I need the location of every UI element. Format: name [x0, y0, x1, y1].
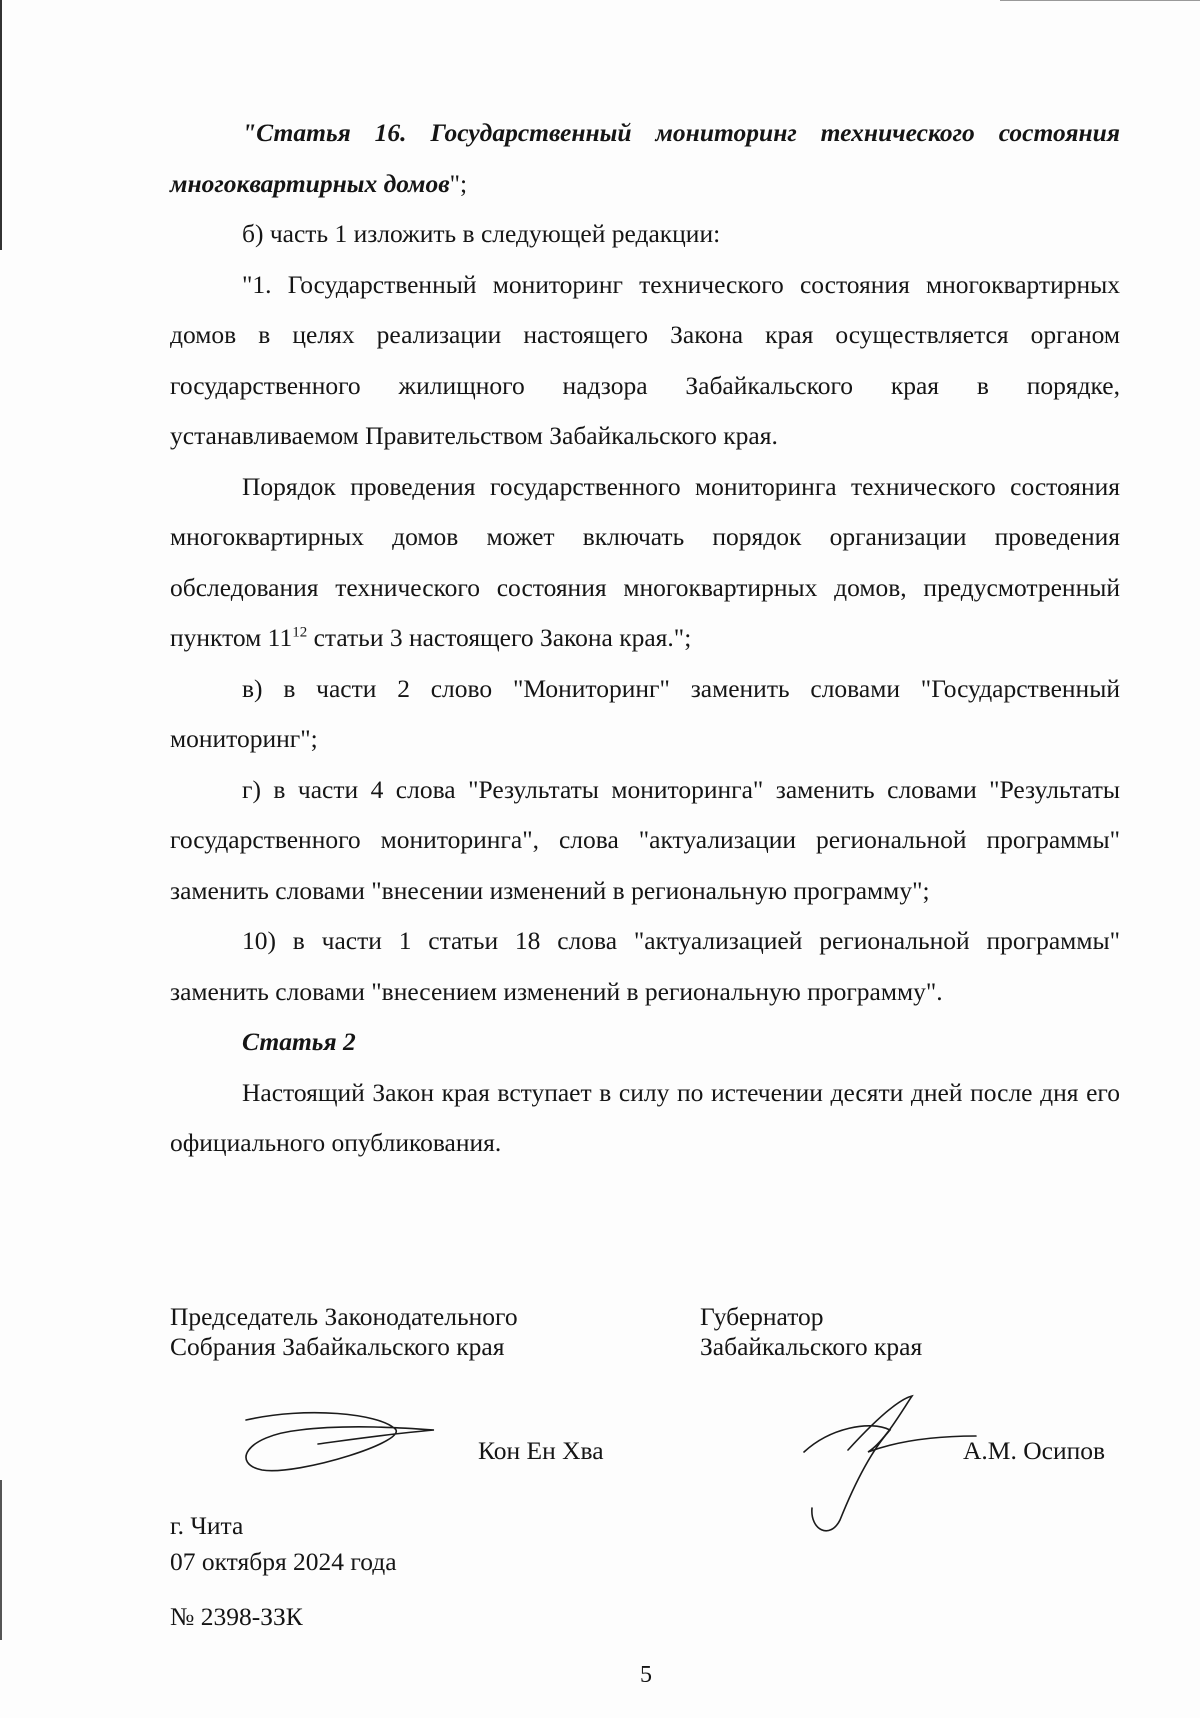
place-and-date [170, 1508, 397, 1580]
page-number: 5 [640, 1662, 652, 1688]
governor-name: А.М. Осипов [963, 1436, 1106, 1465]
item-v: в) в части 2 слово "Мониторинг" заменить словами "Государственный мониторинг"; [170, 673, 1120, 753]
paragraph-1: "1. Государственный мониторинг технического состояния многоквартирных домов в целях реализации настоящего Закона края осуществляется органом государственного жилищного надзора Забайкальского края в порядке, устанавливаемом Правительством Забайкальского края. [170, 269, 1120, 450]
city: г. Чита [170, 1511, 244, 1540]
scan-edge [1000, 0, 1200, 1]
scan-edge [0, 0, 2, 250]
article-16-title: Статья 16. Государственный мониторинг технического состояния многоквартирных домов [170, 118, 1120, 198]
governor-title: Губернатор Забайкальского края [700, 1302, 923, 1361]
paragraph-2: Порядок проведения государственного мониторинга технического состояния многоквартирных домов может включать порядок организации проведения обследования технического состояния многоквартирных домов, предусмотренный пунктом $11^{12}$ статьи 3 настоящего Закона края."; [170, 471, 1120, 652]
chairman-title: Председатель Законодательного Собрания Забайкальского края [170, 1302, 518, 1361]
article-2-heading: Статья 2 [242, 1027, 356, 1056]
article-2-text: Настоящий Закон края вступает в силу по истечении десяти дней после дня его официального опубликования. [170, 1077, 1120, 1157]
chairman-name: Кон Ен Хва [478, 1436, 604, 1465]
scan-edge [0, 1480, 2, 1640]
article-16-heading: "Статья 16. Государственный мониторинг технического состояния многоквартирных домов"; [170, 118, 1120, 198]
item-10: 10) в части 1 статьи 18 слова "актуализацией региональной программы" заменить словами "внесением изменений в региональную программу". [170, 926, 1120, 1006]
date: 07 октября 2024 года [170, 1547, 397, 1576]
item-b: б) часть 1 изложить в следующей редакции: [242, 219, 721, 248]
document-body [170, 108, 1120, 1169]
item-g: г) в части 4 слова "Результаты мониторинга" заменить словами "Результаты государственного мониторинга", слова "актуализации региональной программы" заменить словами "внесении изменений в региональную программу"; [170, 774, 1120, 905]
chairman-signature [238, 1400, 438, 1500]
law-number: № 2398-ЗЗК [170, 1602, 303, 1631]
superscript: 12 [292, 624, 308, 641]
governor-signature [800, 1390, 980, 1535]
